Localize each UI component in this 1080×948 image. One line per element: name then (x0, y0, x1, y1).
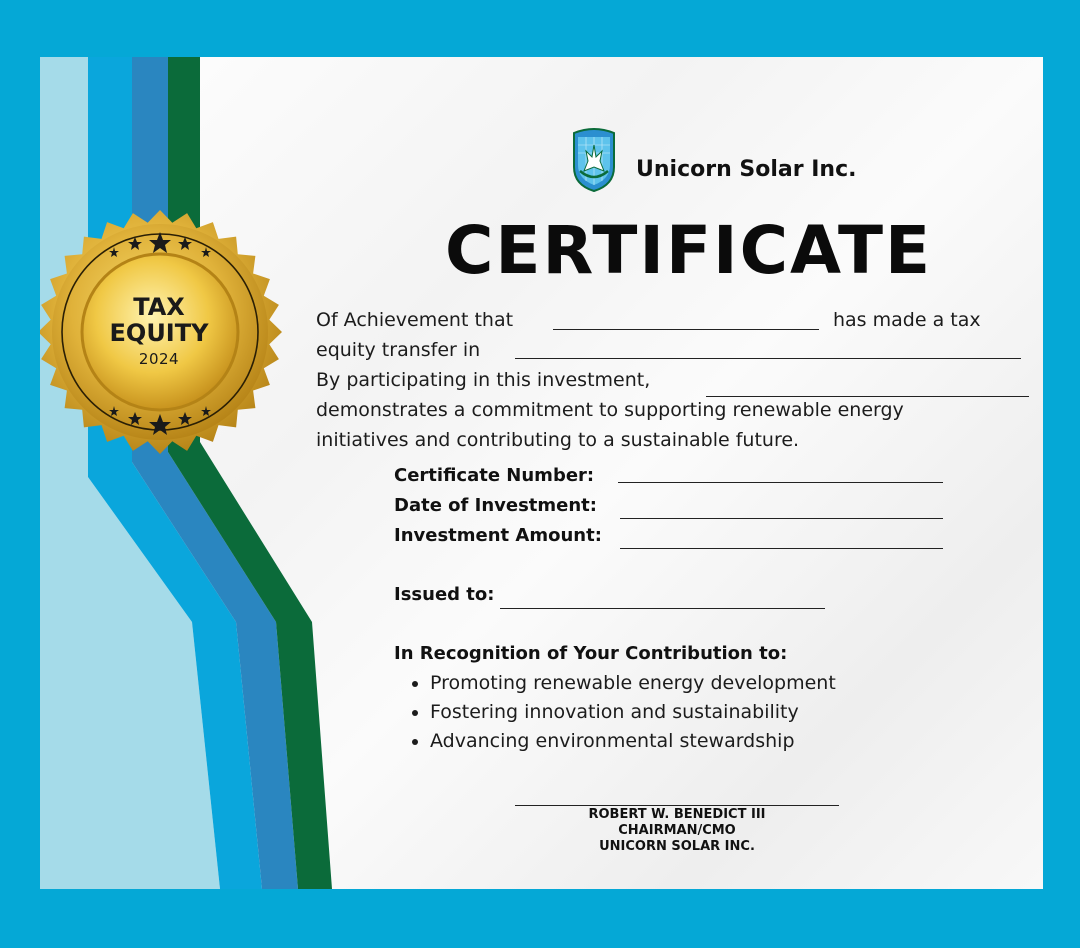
signer-company: UNICORN SOLAR INC. (599, 839, 755, 854)
body-line-4: demonstrates a commitment to supporting renewable energy (316, 399, 904, 421)
body-line-2: equity transfer in (316, 339, 481, 361)
investment-amount-label: Investment Amount: (394, 525, 602, 546)
signature-line (515, 805, 839, 806)
issued-to-label: Issued to: (394, 584, 495, 605)
body-line-1a: Of Achievement that (316, 309, 514, 331)
certificate-title: CERTIFICATE (445, 212, 933, 289)
body-line-5: initiatives and contributing to a sustainable future. (316, 429, 800, 451)
transfer-line (515, 358, 1021, 359)
seal-year: 2024 (138, 350, 180, 368)
list-item: Promoting renewable energy development (410, 669, 836, 698)
certificate-number-line (618, 482, 943, 483)
certificate-paper (40, 57, 1043, 889)
seal-line-equity: EQUITY (109, 319, 209, 347)
company-name: Unicorn Solar Inc. (636, 157, 857, 182)
signer-title: CHAIRMAN/CMO (618, 823, 736, 838)
recognition-list (410, 669, 836, 756)
investment-amount-line (620, 548, 943, 549)
unicorn-shield-logo-icon (570, 127, 618, 193)
signer-name: ROBERT W. BENEDICT III (588, 807, 766, 822)
recipient-name-line (553, 329, 819, 330)
body-line-3: By participating in this investment, (316, 369, 651, 391)
bullet-icon (412, 681, 418, 687)
seal-text (104, 294, 214, 368)
issued-to-line (500, 608, 825, 609)
decorative-stripes (40, 57, 340, 889)
body-line-1b: has made a tax (833, 309, 981, 331)
list-item: Advancing environmental stewardship (410, 727, 836, 756)
list-item: Fostering innovation and sustainability (410, 698, 836, 727)
date-of-investment-line (620, 518, 943, 519)
seal-line-tax: TAX (133, 293, 185, 321)
recognition-heading: In Recognition of Your Contribution to: (394, 643, 788, 664)
bullet-icon (412, 739, 418, 745)
certificate-number-label: Certificate Number: (394, 465, 595, 486)
signature-block (515, 807, 839, 855)
bullet-icon (412, 710, 418, 716)
date-of-investment-label: Date of Investment: (394, 495, 597, 516)
